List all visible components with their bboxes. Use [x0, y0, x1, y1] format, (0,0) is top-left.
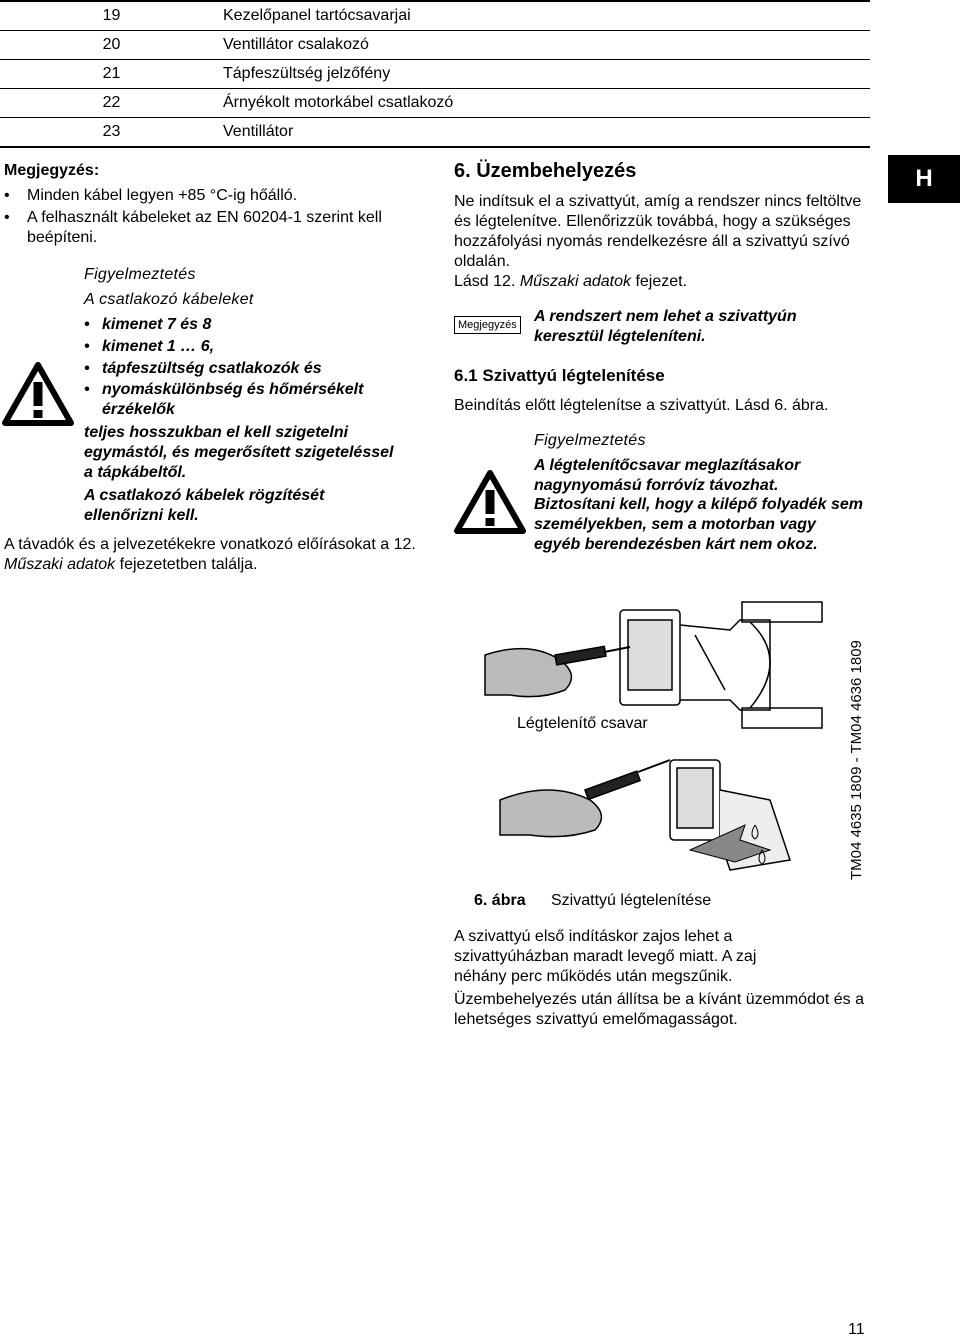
subsection-title: 6.1 Szivattyú légtelenítése	[454, 366, 665, 385]
part-number: 23	[0, 118, 223, 148]
part-description: Árnyékolt motorkábel csatlakozó	[223, 89, 870, 118]
warning-bullet: kimenet 7 és 8	[102, 316, 212, 333]
warning-body: A csatlakozó kábelek rögzítését ellenőrizni kell.	[84, 487, 325, 524]
paragraph	[454, 272, 874, 292]
warning-body: A légtelenítőcsavar meglazításakor nagynyomású forróvíz távozhat.	[534, 457, 801, 494]
part-number: 22	[0, 89, 223, 118]
note-text: A rendszert nem lehet a szivattyún keresztül légteleníteni.	[534, 308, 797, 345]
paragraph: Ne indítsuk el a szivattyút, amíg a rendszer nincs feltöltve és légtelenítve. Ellenőrizzük továbbá, hogy a szükséges hozzáfolyási nyomás rendelkezésre áll a szivattyú szívó oldalán.	[454, 193, 862, 270]
part-number: 19	[0, 1, 223, 31]
table-row	[0, 89, 870, 118]
reference-italic: Műszaki adatok	[4, 556, 116, 573]
figure-code: TM04 4635 1809 - TM04 4636 1809	[848, 640, 865, 880]
bullet-icon: •	[84, 381, 90, 398]
table-row	[0, 60, 870, 89]
bullet-icon: •	[4, 187, 10, 204]
section-title: 6. Üzembehelyezés	[454, 160, 637, 182]
bullet-icon: •	[84, 338, 90, 355]
note-title: Megjegyzés:	[4, 162, 100, 179]
reference-italic: Műszaki adatok	[519, 273, 631, 290]
table-row	[0, 118, 870, 148]
bullet-icon: •	[84, 360, 90, 377]
paragraph: Beindítás előtt légtelenítse a szivattyút. Lásd 6. ábra.	[454, 397, 829, 414]
warning-triangle-icon	[454, 470, 526, 534]
pump-venting-illustration	[470, 600, 830, 890]
text-span: fejezet.	[631, 273, 688, 290]
bullet-icon: •	[84, 316, 90, 333]
part-number: 20	[0, 31, 223, 60]
warning-bullet: tápfeszültség csatlakozók és	[102, 360, 322, 377]
figure-callout: Légtelenítő csavar	[517, 715, 648, 732]
figure-caption-text: Szivattyú légtelenítése	[551, 892, 712, 909]
note-badge: Megjegyzés	[454, 316, 521, 334]
paragraph: Üzembehelyezés után állítsa be a kívánt üzemmódot és a lehetséges szivattyú emelőmagasságot.	[454, 991, 864, 1028]
bullet-icon: •	[4, 209, 10, 226]
warning-triangle-icon	[2, 362, 74, 426]
page-number: 11	[848, 1321, 865, 1338]
warning-bullet: nyomáskülönbség és hőmérsékelt érzékelők	[102, 381, 364, 418]
warning-title: Figyelmeztetés	[534, 432, 646, 449]
text-span: Lásd 12.	[454, 273, 520, 290]
warning-intro: A csatlakozó kábeleket	[84, 291, 254, 308]
part-description: Tápfeszültség jelzőfény	[223, 60, 870, 89]
language-tab: H	[888, 155, 960, 203]
text-span: fejezetetben találja.	[115, 556, 258, 573]
part-number: 21	[0, 60, 223, 89]
note-item: A felhasznált kábeleket az EN 60204-1 szerint kell beépíteni.	[27, 209, 382, 246]
warning-body: teljes hosszukban el kell szigetelni egymástól, és megerősített szigeteléssel a tápkábeltől.	[84, 424, 394, 481]
note-item: Minden kábel legyen +85 °C-ig hőálló.	[27, 187, 298, 204]
parts-table	[0, 0, 870, 148]
warning-bullet: kimenet 1 … 6,	[102, 338, 215, 355]
part-description: Ventillátor	[223, 118, 870, 148]
warning-body: Biztosítani kell, hogy a kilépő folyadék sem személyekben, sem a motorban vagy egyéb berendezésben kárt nem okoz.	[534, 496, 863, 553]
part-description: Kezelőpanel tartócsavarjai	[223, 1, 870, 31]
table-row	[0, 31, 870, 60]
paragraph: A szivattyú első indításkor zajos lehet a szivattyúházban maradt levegő miatt. A zaj néhány perc működés után megszűnik.	[454, 928, 757, 985]
text-span: A távadók és a jelvezetékekre vonatkozó előírásokat a 12.	[4, 536, 416, 553]
part-description: Ventillátor csalakozó	[223, 31, 870, 60]
table-row	[0, 1, 870, 31]
warning-title: Figyelmeztetés	[84, 266, 196, 283]
paragraph	[4, 535, 434, 575]
figure-caption-number: 6. ábra	[474, 892, 526, 909]
